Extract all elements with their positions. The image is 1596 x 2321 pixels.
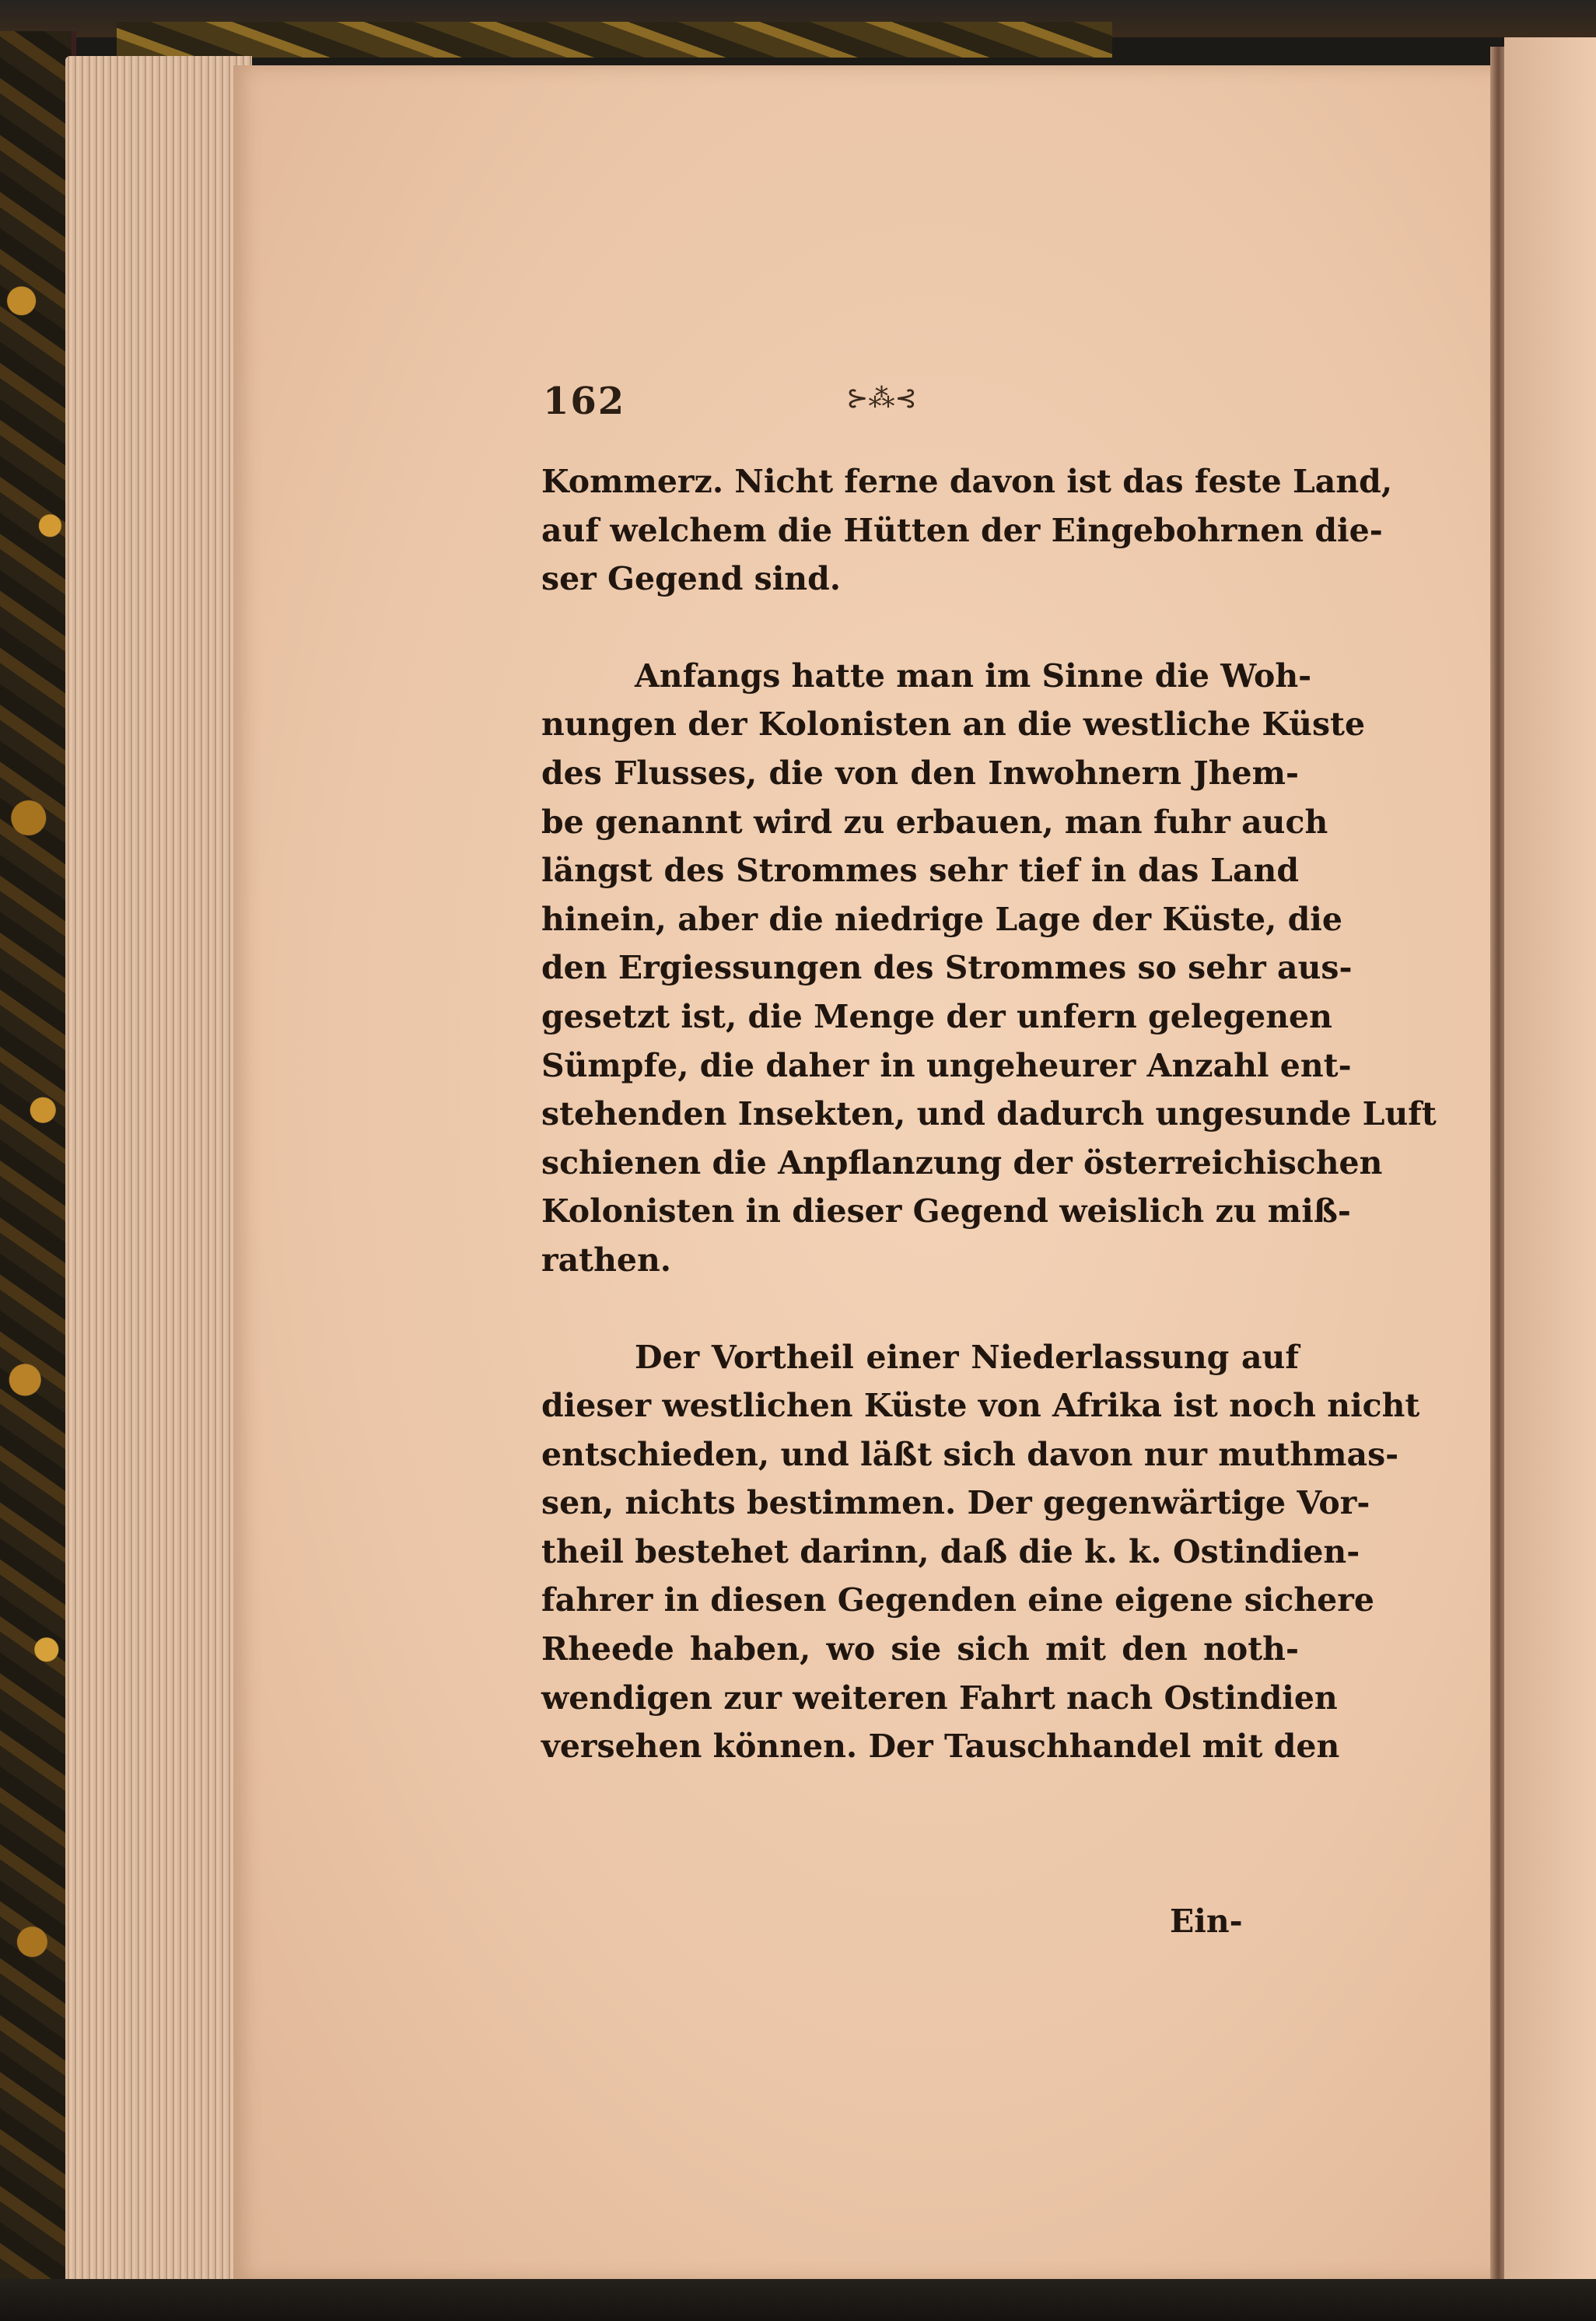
text-line: Rheede haben, wo sie sich mit den noth-: [541, 1630, 1299, 1668]
text-line: wendigen zur weiteren Fahrt nach Ostindien: [541, 1679, 1338, 1717]
text-line: schienen die Anpflanzung der österreichischen: [541, 1143, 1383, 1182]
text-line: ser Gegend sind.: [541, 560, 842, 598]
text-line: Kommerz. Nicht ferne davon ist das feste Land,: [541, 463, 1393, 500]
text-line: versehen können. Der Tauschhandel mit den: [541, 1728, 1340, 1766]
page-body: [541, 457, 1437, 1771]
text-line: gesetzt ist, die Menge der unfern gelegenen: [541, 997, 1332, 1035]
bottom-binding: [0, 2279, 1596, 2321]
paragraph: [541, 652, 1437, 1285]
text-line: Der Vortheil einer Niederlassung auf: [635, 1338, 1299, 1376]
header-ornament: ⊱⁂⊰: [846, 383, 917, 414]
page-edges: [65, 56, 252, 2288]
paragraph-gap: [541, 604, 1299, 652]
text-line: entschieden, und läßt sich davon nur muthmas-: [541, 1435, 1399, 1473]
text-line: den Ergiessungen des Strommes so sehr aus-: [541, 949, 1353, 987]
top-marbled-edge: [117, 22, 1112, 58]
paragraph-gap: [541, 1285, 1299, 1333]
text-line: rathen.: [541, 1241, 672, 1279]
running-header: [543, 380, 1010, 426]
text-line: stehenden Insekten, und dadurch ungesunde Luft: [541, 1095, 1437, 1133]
text-line: theil bestehet darinn, daß die k. k. Ostindien-: [541, 1532, 1360, 1570]
gutter: [1490, 47, 1506, 2295]
text-line: Anfangs hatte man im Sinne die Woh-: [635, 656, 1312, 695]
text-line: be genannt wird zu erbauen, man fuhr auch: [541, 803, 1328, 841]
text-line: des Flusses, die von den Inwohnern Jhem-: [541, 754, 1299, 792]
page-number: 162: [543, 380, 626, 423]
text-line: auf welchem die Hütten der Eingebohrnen die-: [541, 511, 1383, 549]
paragraph: [541, 457, 1393, 604]
facing-page-edge: [1504, 37, 1596, 2285]
text-line: Kolonisten in dieser Gegend weislich zu miß-: [541, 1192, 1351, 1231]
text-line: dieser westlichen Küste von Afrika ist noch nicht: [541, 1387, 1420, 1425]
catchword: Ein-: [1170, 1903, 1243, 1940]
text-line: nungen der Kolonisten an die westliche Küste: [541, 705, 1366, 744]
text-line: längst des Strommes sehr tief in das Land: [541, 852, 1299, 890]
paragraph: [541, 1333, 1420, 1771]
text-line: sen, nichts bestimmen. Der gegenwärtige Vor-: [541, 1484, 1370, 1522]
text-line: Sümpfe, die daher in ungeheurer Anzahl ent-: [541, 1046, 1352, 1084]
text-line: hinein, aber die niedrige Lage der Küste, die: [541, 900, 1342, 938]
text-line: fahrer in diesen Gegenden eine eigene sichere: [541, 1581, 1374, 1619]
